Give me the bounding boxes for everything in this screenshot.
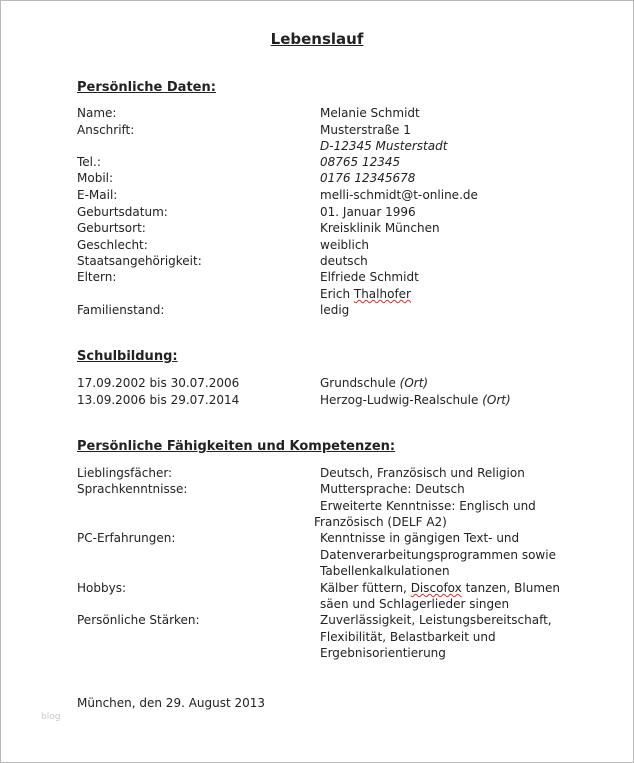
- school-2-sep: bis: [149, 393, 167, 407]
- value-birthdate: 01. Januar 1996: [320, 205, 416, 219]
- value-mobile: 0176 12345678: [320, 171, 416, 185]
- label-mobile: Mobil:: [77, 171, 114, 185]
- label-hobbies: Hobbys:: [77, 581, 126, 595]
- value-languages-2: Erweiterte Kenntnisse: Englisch und: [320, 499, 536, 513]
- value-nationality: deutsch: [320, 254, 368, 268]
- value-father-last: Thalhofer: [353, 287, 411, 301]
- value-hobbies-2: säen und Schlagerlieder singen: [320, 597, 510, 611]
- value-father: [320, 286, 411, 302]
- school-2-from: 13.09.2006: [77, 393, 146, 407]
- section-heading-personal: Persönliche Daten:: [77, 80, 216, 95]
- value-email: melli-schmidt@t-online.de: [320, 188, 478, 202]
- page-title: Lebenslauf: [270, 30, 364, 48]
- school-1-school: Grundschule: [320, 376, 400, 390]
- value-name: Melanie Schmidt: [320, 106, 420, 120]
- label-languages: Sprachkenntnisse:: [77, 482, 188, 496]
- value-pc-1: Kenntnisse in gängigen Text- und: [320, 531, 520, 545]
- value-strengths-3: Ergebnisorientierung: [320, 646, 446, 660]
- school-1-name: [320, 375, 428, 391]
- label-gender: Geschlecht:: [77, 238, 148, 252]
- label-name: Name:: [77, 106, 117, 120]
- section-heading-school: Schulbildung:: [77, 349, 178, 364]
- school-1-to: 30.07.2006: [170, 376, 240, 390]
- label-address: Anschrift:: [77, 123, 135, 137]
- value-phone: 08765 12345: [320, 155, 401, 169]
- school-1-place: (Ort): [399, 376, 429, 390]
- value-city: D-12345 Musterstadt: [320, 139, 448, 153]
- school-2-to: 29.07.2014: [170, 393, 240, 407]
- label-birthplace: Geburtsort:: [77, 221, 146, 235]
- value-strengths-1: Zuverlässigkeit, Leistungsbereitschaft,: [320, 613, 552, 627]
- value-pc-3: Tabellenkalkulationen: [320, 564, 450, 578]
- value-favorite-subjects: Deutsch, Französisch und Religion: [320, 466, 525, 480]
- label-strengths: Persönliche Stärken:: [77, 613, 200, 627]
- value-hobbies-1: [320, 580, 560, 596]
- label-nationality: Staatsangehörigkeit:: [77, 254, 202, 268]
- school-2-school: Herzog-Ludwig-Realschule: [320, 393, 483, 407]
- school-1-sep: bis: [149, 376, 167, 390]
- school-1-from: 17.09.2002: [77, 376, 146, 390]
- label-parents: Eltern:: [77, 270, 117, 284]
- value-languages-1: Muttersprache: Deutsch: [320, 482, 465, 496]
- value-marital-status: ledig: [320, 303, 350, 317]
- school-2-name: [320, 392, 511, 408]
- value-strengths-2: Flexibilität, Belastbarkeit und: [320, 630, 496, 644]
- value-hobbies-discofox: Discofox: [410, 581, 462, 595]
- value-gender: weiblich: [320, 238, 370, 252]
- signature-date-line: München, den 29. August 2013: [77, 696, 266, 710]
- school-2-place: (Ort): [482, 393, 511, 407]
- label-birthdate: Geburtsdatum:: [77, 205, 168, 219]
- section-heading-skills: Persönliche Fähigkeiten und Kompetenzen:: [77, 439, 396, 454]
- value-hobbies-1b: tanzen, Blumen: [461, 581, 561, 595]
- value-mother: Elfriede Schmidt: [320, 270, 419, 284]
- school-2-dates: [77, 392, 239, 408]
- value-street: Musterstraße 1: [320, 123, 411, 137]
- label-pc-experience: PC-Erfahrungen:: [77, 531, 176, 545]
- label-phone: Tel.:: [77, 155, 101, 169]
- value-languages-3: Französisch (DELF A2): [314, 515, 447, 529]
- value-pc-2: Datenverarbeitungsprogrammen sowie: [320, 548, 556, 562]
- label-email: E-Mail:: [77, 188, 118, 202]
- label-favorite-subjects: Lieblingsfächer:: [77, 466, 173, 480]
- value-birthplace: Kreisklinik München: [320, 221, 440, 235]
- school-1-dates: [77, 375, 239, 391]
- value-hobbies-1a: Kälber füttern,: [320, 581, 411, 595]
- value-father-first: Erich: [320, 287, 354, 301]
- label-marital-status: Familienstand:: [77, 303, 165, 317]
- watermark-text: blog: [41, 712, 61, 722]
